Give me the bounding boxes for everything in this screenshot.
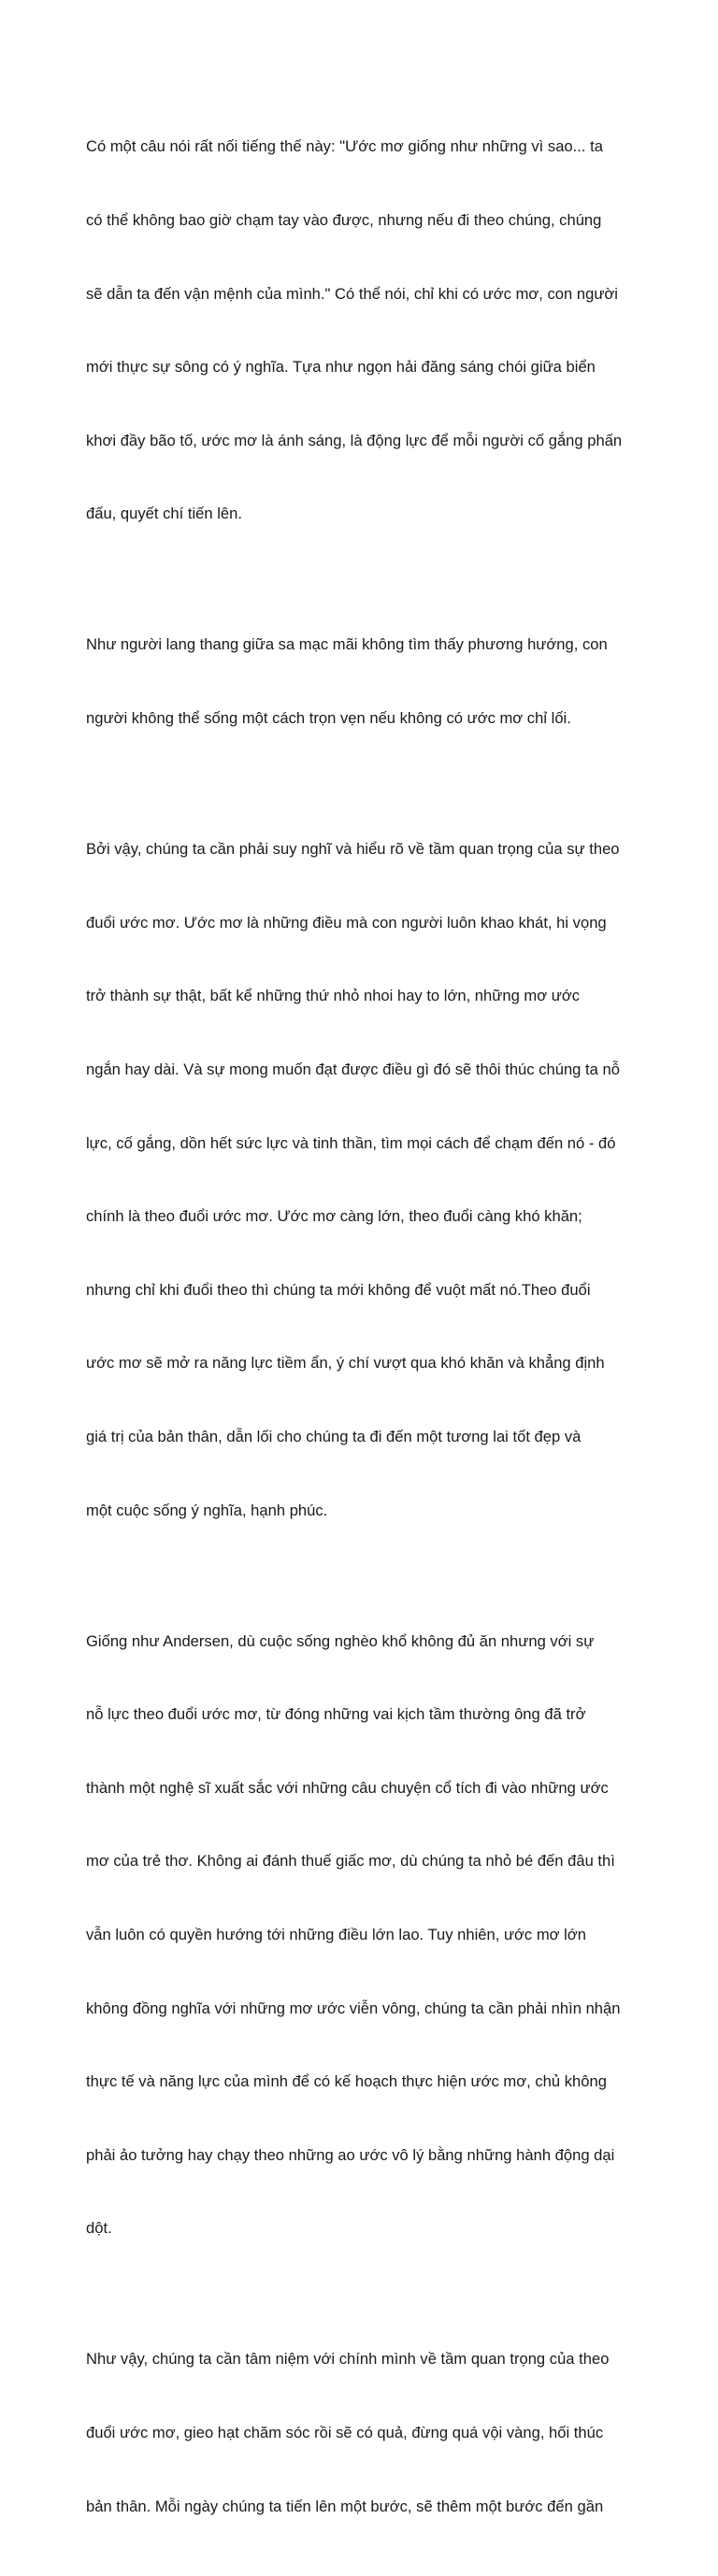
paragraph-line: giá trị của bản thân, dẫn lối cho chúng ta đi đến một tương lai tốt đẹp và xyxy=(86,1427,582,1445)
paragraph-line: khơi đầy bão tố, ước mơ là ánh sáng, là động lực để mỗi người cố gắng phấn xyxy=(86,431,623,449)
paragraph-line: sẽ dẫn ta đến vận mệnh của mình." Có thể nói, chỉ khi có ước mơ, con người xyxy=(86,284,618,303)
paragraph-line: Bởi vậy, chúng ta cần phải suy nghĩ và hiểu rõ về tầm quan trọng của sự theo xyxy=(86,840,620,859)
paragraph-line: thành một nghệ sĩ xuất sắc với những câu chuyện cổ tích đi vào những ước xyxy=(86,1778,609,1797)
paragraph-line: đuổi ước mơ. Ước mơ là những điều mà con người luôn khao khát, hi vọng xyxy=(86,913,607,932)
paragraph-line: người không thể sống một cách trọn vẹn nếu không có ước mơ chỉ lối. xyxy=(86,709,571,728)
paragraph-line: thực tế và năng lực của mình để có kế hoạch thực hiện ước mơ, chủ không xyxy=(86,2072,607,2091)
paragraph-line: Giống như Andersen, dù cuộc sống nghèo khổ không đủ ăn nhưng với sự xyxy=(86,1631,595,1650)
document-body xyxy=(86,86,647,2576)
paragraph-line: nhưng chỉ khi đuổi theo thì chúng ta mới không để vuột mất nó.Theo đuổi xyxy=(86,1280,591,1299)
paragraph-1 xyxy=(86,86,647,576)
paragraph-line: Như vậy, chúng ta cần tâm niệm với chính mình về tầm quan trọng của theo xyxy=(86,2350,610,2369)
paragraph-line: bản thân. Mỗi ngày chúng ta tiến lên một bước, sẽ thêm một bước đến gần xyxy=(86,2497,604,2515)
paragraph-line: lực, cố gắng, dồn hết sức lực và tinh thần, tìm mọi cách để chạm đến nó - đó xyxy=(86,1133,616,1152)
paragraph-line: Có một câu nói rất nối tiếng thế này: "Ước mơ giống như những vì sao... ta xyxy=(86,137,603,156)
paragraph-line: vẫn luôn có quyền hướng tới những điều lớn lao. Tuy nhiên, ước mơ lớn xyxy=(86,1926,586,1944)
paragraph-4 xyxy=(86,1580,647,2290)
paragraph-line: dột. xyxy=(86,2219,112,2238)
paragraph-line: ngắn hay dài. Và sự mong muốn đạt được điều gì đó sẽ thôi thúc chúng ta nỗ xyxy=(86,1060,620,1078)
paragraph-line: không đồng nghĩa với những mơ ước viễn vông, chúng ta cần phải nhìn nhận xyxy=(86,1999,621,2017)
paragraph-line: có thể không bao giờ chạm tay vào được, nhưng nếu đi theo chúng, chúng xyxy=(86,211,602,230)
paragraph-line: nỗ lực theo đuổi ước mơ, từ đóng những vai kịch tầm thường ông đã trở xyxy=(86,1705,586,1724)
paragraph-line: ước mơ sẽ mở ra năng lực tiềm ẩn, ý chí vượt qua khó khăn và khẳng định xyxy=(86,1354,605,1373)
paragraph-3 xyxy=(86,789,647,1573)
paragraph-line: chính là theo đuổi ước mơ. Ước mơ càng lớn, theo đuổi càng khó khăn; xyxy=(86,1207,582,1226)
paragraph-line: Như người lang thang giữa sa mạc mãi không tìm thấy phương hướng, con xyxy=(86,635,608,654)
paragraph-line: phải ảo tưởng hay chạy theo những ao ước vô lý bằng những hành động dại xyxy=(86,2145,615,2164)
paragraph-line: đấu, quyết chí tiến lên. xyxy=(86,505,242,523)
paragraph-line: đuổi ước mơ, gieo hạt chăm sóc rồi sẽ có quả, đừng quá vội vàng, hối thúc xyxy=(86,2424,604,2442)
paragraph-line: một cuộc sống ý nghĩa, hạnh phúc. xyxy=(86,1501,328,1519)
paragraph-line: mơ của trẻ thơ. Không ai đánh thuế giấc mơ, dù chúng ta nhỏ bé đến đâu thì xyxy=(86,1852,615,1871)
paragraph-line: trở thành sự thật, bất kể những thứ nhỏ nhoi hay to lớn, những mơ ước xyxy=(86,987,581,1005)
paragraph-line: mới thực sự sông có ý nghĩa. Tựa như ngọn hải đăng sáng chói giữa biển xyxy=(86,358,596,377)
paragraph-2 xyxy=(86,584,647,780)
paragraph-5 xyxy=(86,2298,647,2568)
